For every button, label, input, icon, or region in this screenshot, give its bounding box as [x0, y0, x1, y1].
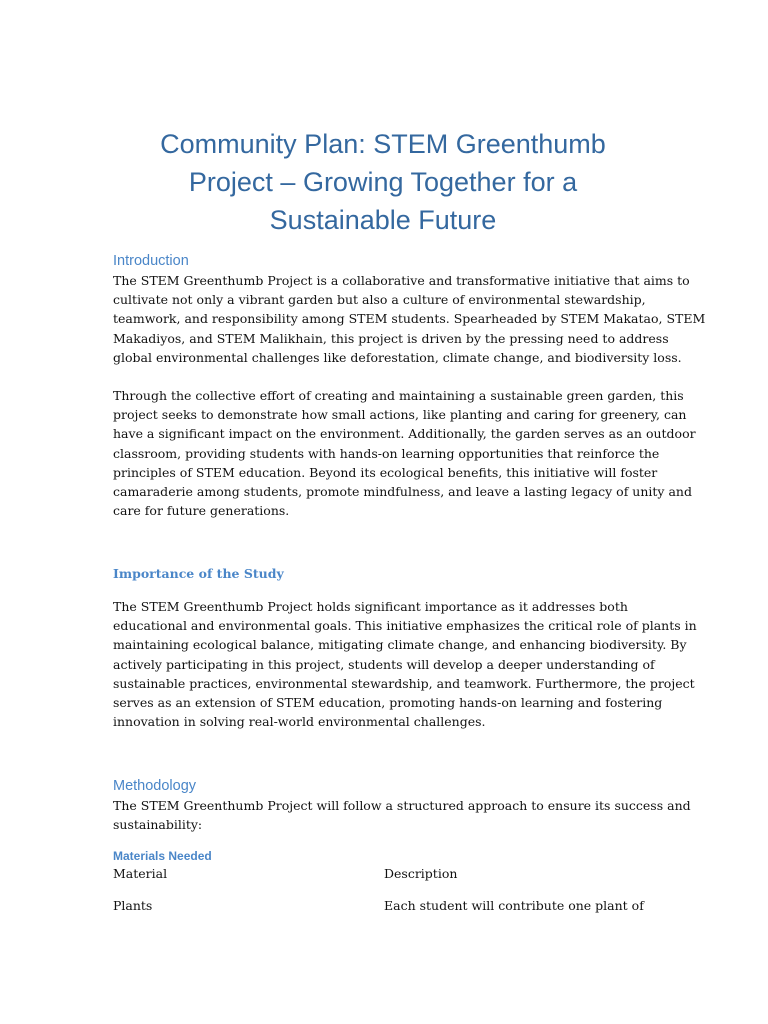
text-line: serves as an extension of STEM education, promoting hands-on learning and fostering [113, 695, 663, 711]
table-header-description: Description [384, 866, 458, 881]
text-line: actively participating in this project, students will develop a deeper understanding of [113, 656, 655, 672]
text-line: camaraderie among students, promote mindfulness, and leave a lasting legacy of unity and [113, 484, 692, 500]
text-line: teamwork, and responsibility among STEM students. Spearheaded by STEM Makatao, STEM [113, 311, 706, 327]
introduction-paragraph-2 [113, 386, 696, 520]
title-line: Community Plan: STEM Greenthumb [160, 129, 606, 159]
text-line: maintaining ecological balance, mitigating climate change, and enhancing biodiversity. By [113, 637, 687, 653]
section-heading-importance: Importance of the Study [113, 566, 284, 581]
text-line: The STEM Greenthumb Project will follow a structured approach to ensure its success and [113, 798, 691, 813]
section-heading-introduction: Introduction [113, 253, 189, 269]
text-line: cultivate not only a vibrant garden but also a culture of environmental stewardship, [113, 292, 646, 308]
text-line: project seeks to demonstrate how small actions, like planting and caring for greenery, can [113, 407, 687, 423]
text-line: principles of STEM education. Beyond its ecological benefits, this initiative will foster [113, 464, 658, 480]
text-line: The STEM Greenthumb Project is a collaborative and transformative initiative that aims to [113, 273, 690, 288]
text-line: sustainability: [113, 817, 203, 833]
title-line: Sustainable Future [269, 205, 497, 235]
text-line: classroom, providing students with hands-on learning opportunities that reinforce the [113, 445, 660, 461]
text-line: have a significant impact on the environment. Additionally, the garden serves as an outdoor [113, 426, 696, 442]
section-heading-methodology: Methodology [113, 778, 197, 794]
subheading-materials-needed: Materials Needed [113, 849, 212, 863]
title-line: Project – Growing Together for a [188, 167, 578, 197]
text-line: care for future generations. [113, 503, 290, 519]
text-line: innovation in solving real-world environmental challenges. [113, 714, 486, 730]
introduction-paragraph-1 [113, 271, 706, 367]
table-cell-material: Plants [113, 898, 153, 913]
text-line: sustainable practices, environmental stewardship, and teamwork. Furthermore, the project [113, 675, 695, 691]
text-line: The STEM Greenthumb Project holds significant importance as it addresses both [113, 599, 628, 614]
text-line: Makadiyos, and STEM Malikhain, this project is driven by the pressing need to address [113, 330, 669, 346]
table-cell-description: Each student will contribute one plant of [384, 898, 644, 913]
document-title [113, 125, 653, 239]
importance-paragraph [113, 597, 697, 731]
text-line: educational and environmental goals. This initiative emphasizes the critical role of plants in [113, 618, 697, 634]
methodology-paragraph [113, 796, 691, 834]
text-line: global environmental challenges like deforestation, climate change, and biodiversity loss. [113, 349, 682, 365]
table-header-material: Material [113, 866, 168, 881]
text-line: Through the collective effort of creating and maintaining a sustainable green garden, this [113, 388, 684, 403]
